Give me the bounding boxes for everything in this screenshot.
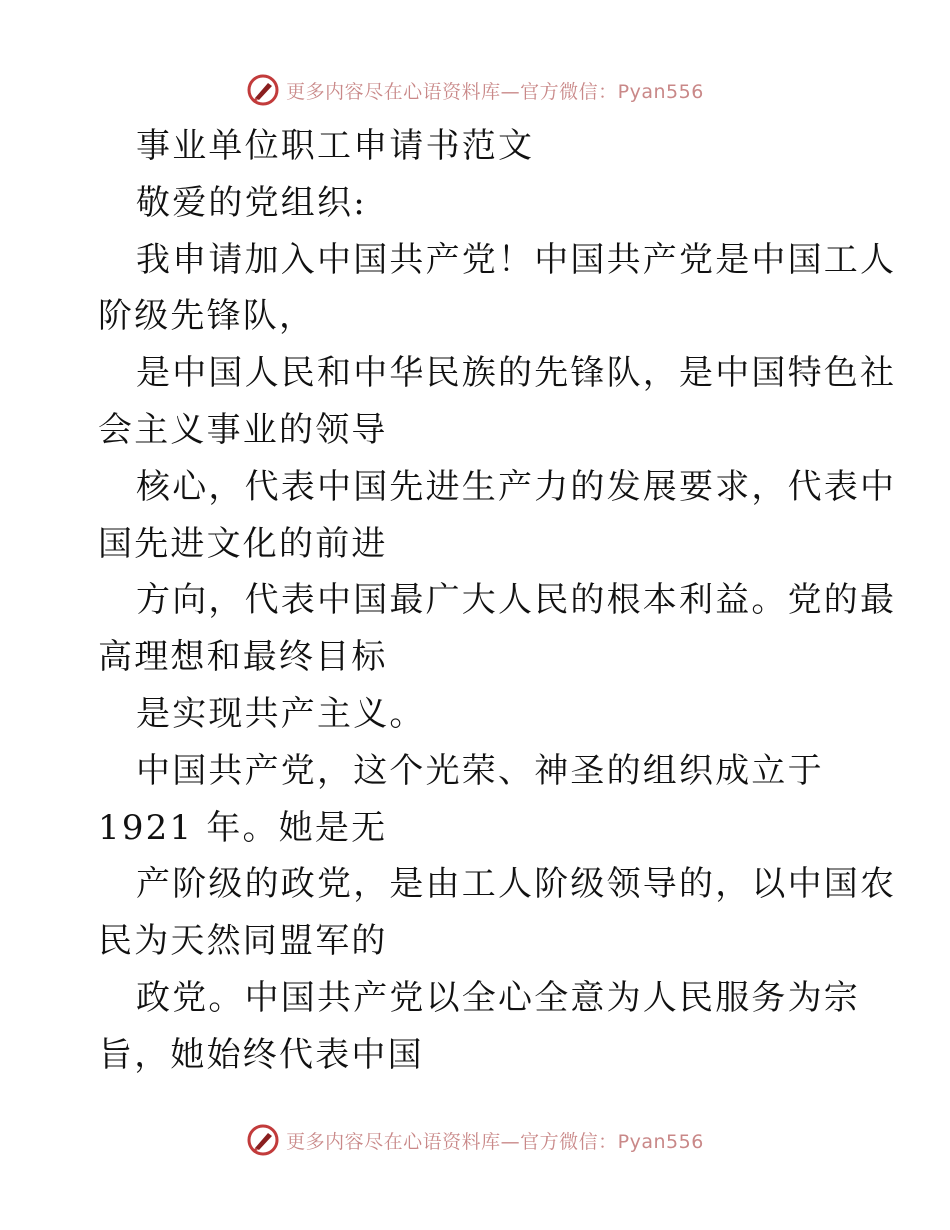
paragraph-line: 产阶级的政党，是由工人阶级领导的，以中国农 — [136, 864, 897, 905]
header-watermark-text: 更多内容尽在心语资料库—官方微信：Pyan556 — [286, 80, 704, 103]
paragraph-line: 是实现共产主义。 — [136, 693, 426, 734]
document-salutation: 敬爱的党组织: — [136, 182, 367, 223]
paragraph-line: 旨，她始终代表中国 — [98, 1034, 424, 1075]
document-title: 事业单位职工申请书范文 — [136, 126, 535, 166]
footer-watermark-banner — [0, 1120, 950, 1160]
paragraph-line: 国先进文化的前进 — [98, 523, 388, 564]
paragraph-line: 1921 年。她是无 — [98, 807, 388, 848]
paragraph-line: 中国共产党，这个光荣、神圣的组织成立于 — [136, 750, 824, 791]
paragraph-line: 核心，代表中国先进生产力的发展要求，代表中 — [136, 466, 897, 507]
pen-logo-icon — [246, 1123, 280, 1157]
paragraph-line: 高理想和最终目标 — [98, 637, 388, 678]
paragraph-line: 会主义事业的领导 — [98, 409, 388, 450]
pen-logo-icon — [246, 73, 280, 107]
footer-watermark-text: 更多内容尽在心语资料库—官方微信：Pyan556 — [286, 1130, 704, 1153]
paragraph-line: 阶级先锋队， — [98, 296, 316, 337]
paragraph-line: 政党。中国共产党以全心全意为人民服务为宗 — [136, 977, 860, 1018]
paragraph-line: 是中国人民和中华民族的先锋队，是中国特色社 — [136, 353, 897, 394]
paragraph-line: 民为天然同盟军的 — [98, 921, 388, 962]
header-watermark-banner — [0, 70, 950, 110]
paragraph-line: 方向，代表中国最广大人民的根本利益。党的最 — [136, 580, 897, 621]
document-body — [98, 118, 897, 1084]
paragraph-line: 我申请加入中国共产党！中国共产党是中国工人 — [136, 239, 897, 280]
